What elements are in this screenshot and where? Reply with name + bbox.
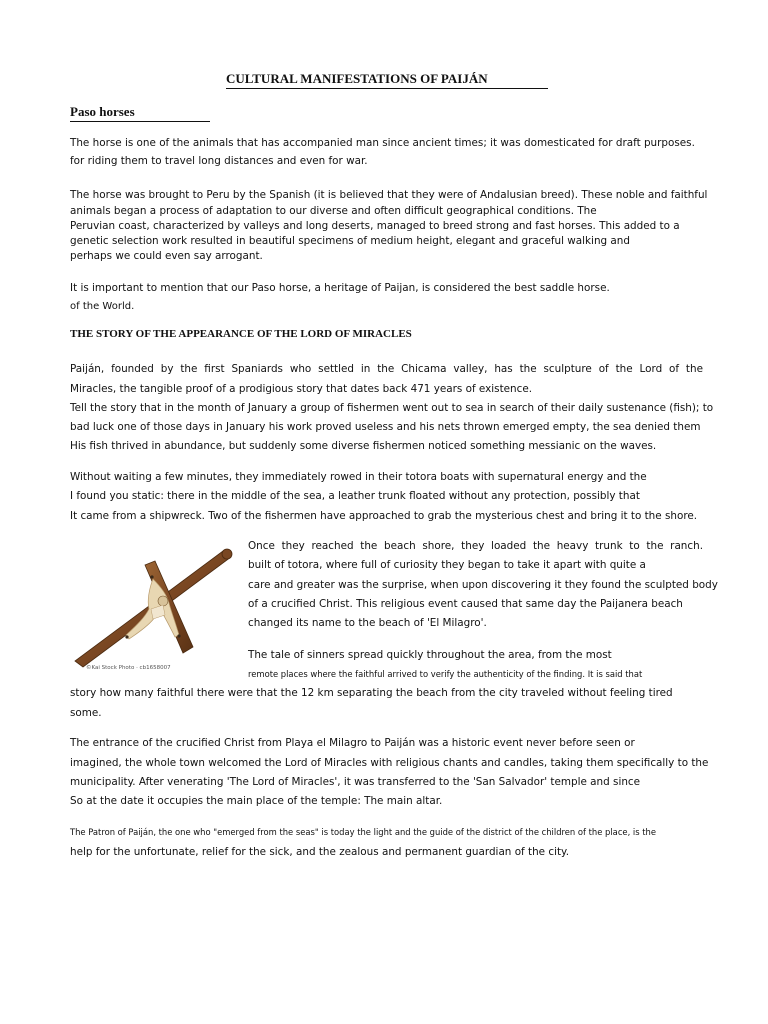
crucifix-image [71,543,236,675]
story-line: It came from a shipwreck. Two of the fishermen have approached to grab the mysterious chest and bring it to the shore. [70,510,698,522]
paragraph-line: The horse is one of the animals that has accompanied man since ancient times; it was domesticated for draft purposes. [70,137,695,149]
paragraph-line: for riding them to travel long distances and even for war. [70,155,368,167]
page-title: CULTURAL MANIFESTATIONS OF PAIJÁN [226,71,548,89]
paragraph-line: It is important to mention that our Paso horse, a heritage of Paijan, is considered the best saddle horse. [70,282,610,294]
story-line: changed its name to the beach of 'El Milagro'. [248,617,487,629]
story-line: The entrance of the crucified Christ from Playa el Milagro to Paiján was a historic event never before seen or [70,737,635,749]
story-line: care and greater was the surprise, when upon discovering it they found the sculpted body [248,579,718,591]
story-line: So at the date it occupies the main place of the temple: The main altar. [70,795,443,807]
paragraph-line: animals began a process of adaptation to our diverse and often difficult geographical conditions. The [70,205,597,217]
paragraph-line: The horse was brought to Peru by the Spanish (it is believed that they were of Andalusian breed). These noble and faithful [70,189,708,201]
story-line: Paiján, founded by the first Spaniards who settled in the Chicama valley, has the sculpture of the Lord of the [70,363,703,375]
paragraph-line: perhaps we could even say arrogant. [70,250,263,262]
story-line: bad luck one of those days in January his work proved useless and his nets thrown emerged empty, the sea denied them [70,421,701,433]
paragraph-line: genetic selection work resulted in beautiful specimens of medium height, elegant and graceful walking and [70,235,630,247]
story-line: Tell the story that in the month of January a group of fishermen went out to sea in search of their daily sustenance (fish); to [70,402,714,414]
story-line: story how many faithful there were that the 12 km separating the beach from the city traveled without feeling tired [70,687,673,699]
paragraph-line: of the World. [70,301,135,312]
story-line: Miracles, the tangible proof of a prodigious story that dates back 471 years of existence. [70,383,533,395]
story-line: remote places where the faithful arrived to verify the authenticity of the finding. It is said that [248,669,643,679]
story-line: His fish thrived in abundance, but suddenly some diverse fishermen noticed something messianic on the waves. [70,440,657,452]
paragraph-line: Peruvian coast, characterized by valleys and long deserts, managed to breed strong and fast horses. This added to a [70,220,680,232]
story-line: The Patron of Paiján, the one who "emerged from the seas" is today the light and the guide of the district of the children of the place, is the [70,827,656,837]
story-line: of a crucified Christ. This religious event caused that same day the Paijanera beach [248,598,683,610]
story-line: municipality. After venerating 'The Lord of Miracles', it was transferred to the 'San Salvador' temple and since [70,776,641,788]
story-line: Without waiting a few minutes, they immediately rowed in their totora boats with supernatural energy and the [70,471,647,483]
image-watermark: ©Kai Stock Photo · cb1658007 [86,665,171,671]
section-heading-story: THE STORY OF THE APPEARANCE OF THE LORD OF MIRACLES [70,328,412,340]
story-line: I found you static: there in the middle of the sea, a leather trunk floated without any protection, possibly that [70,490,640,502]
story-line: Once they reached the beach shore, they loaded the heavy trunk to the ranch. [248,540,703,552]
story-line: The tale of sinners spread quickly throughout the area, from the most [248,649,612,661]
story-line: help for the unfortunate, relief for the sick, and the zealous and permanent guardian of the city. [70,846,570,858]
section-heading-paso-horses: Paso horses [70,104,210,122]
story-line: imagined, the whole town welcomed the Lord of Miracles with religious chants and candles, taking them specifically to the [70,757,709,769]
story-line: built of totora, where full of curiosity they began to take it apart with quite a [248,559,646,571]
story-line: some. [70,707,102,719]
